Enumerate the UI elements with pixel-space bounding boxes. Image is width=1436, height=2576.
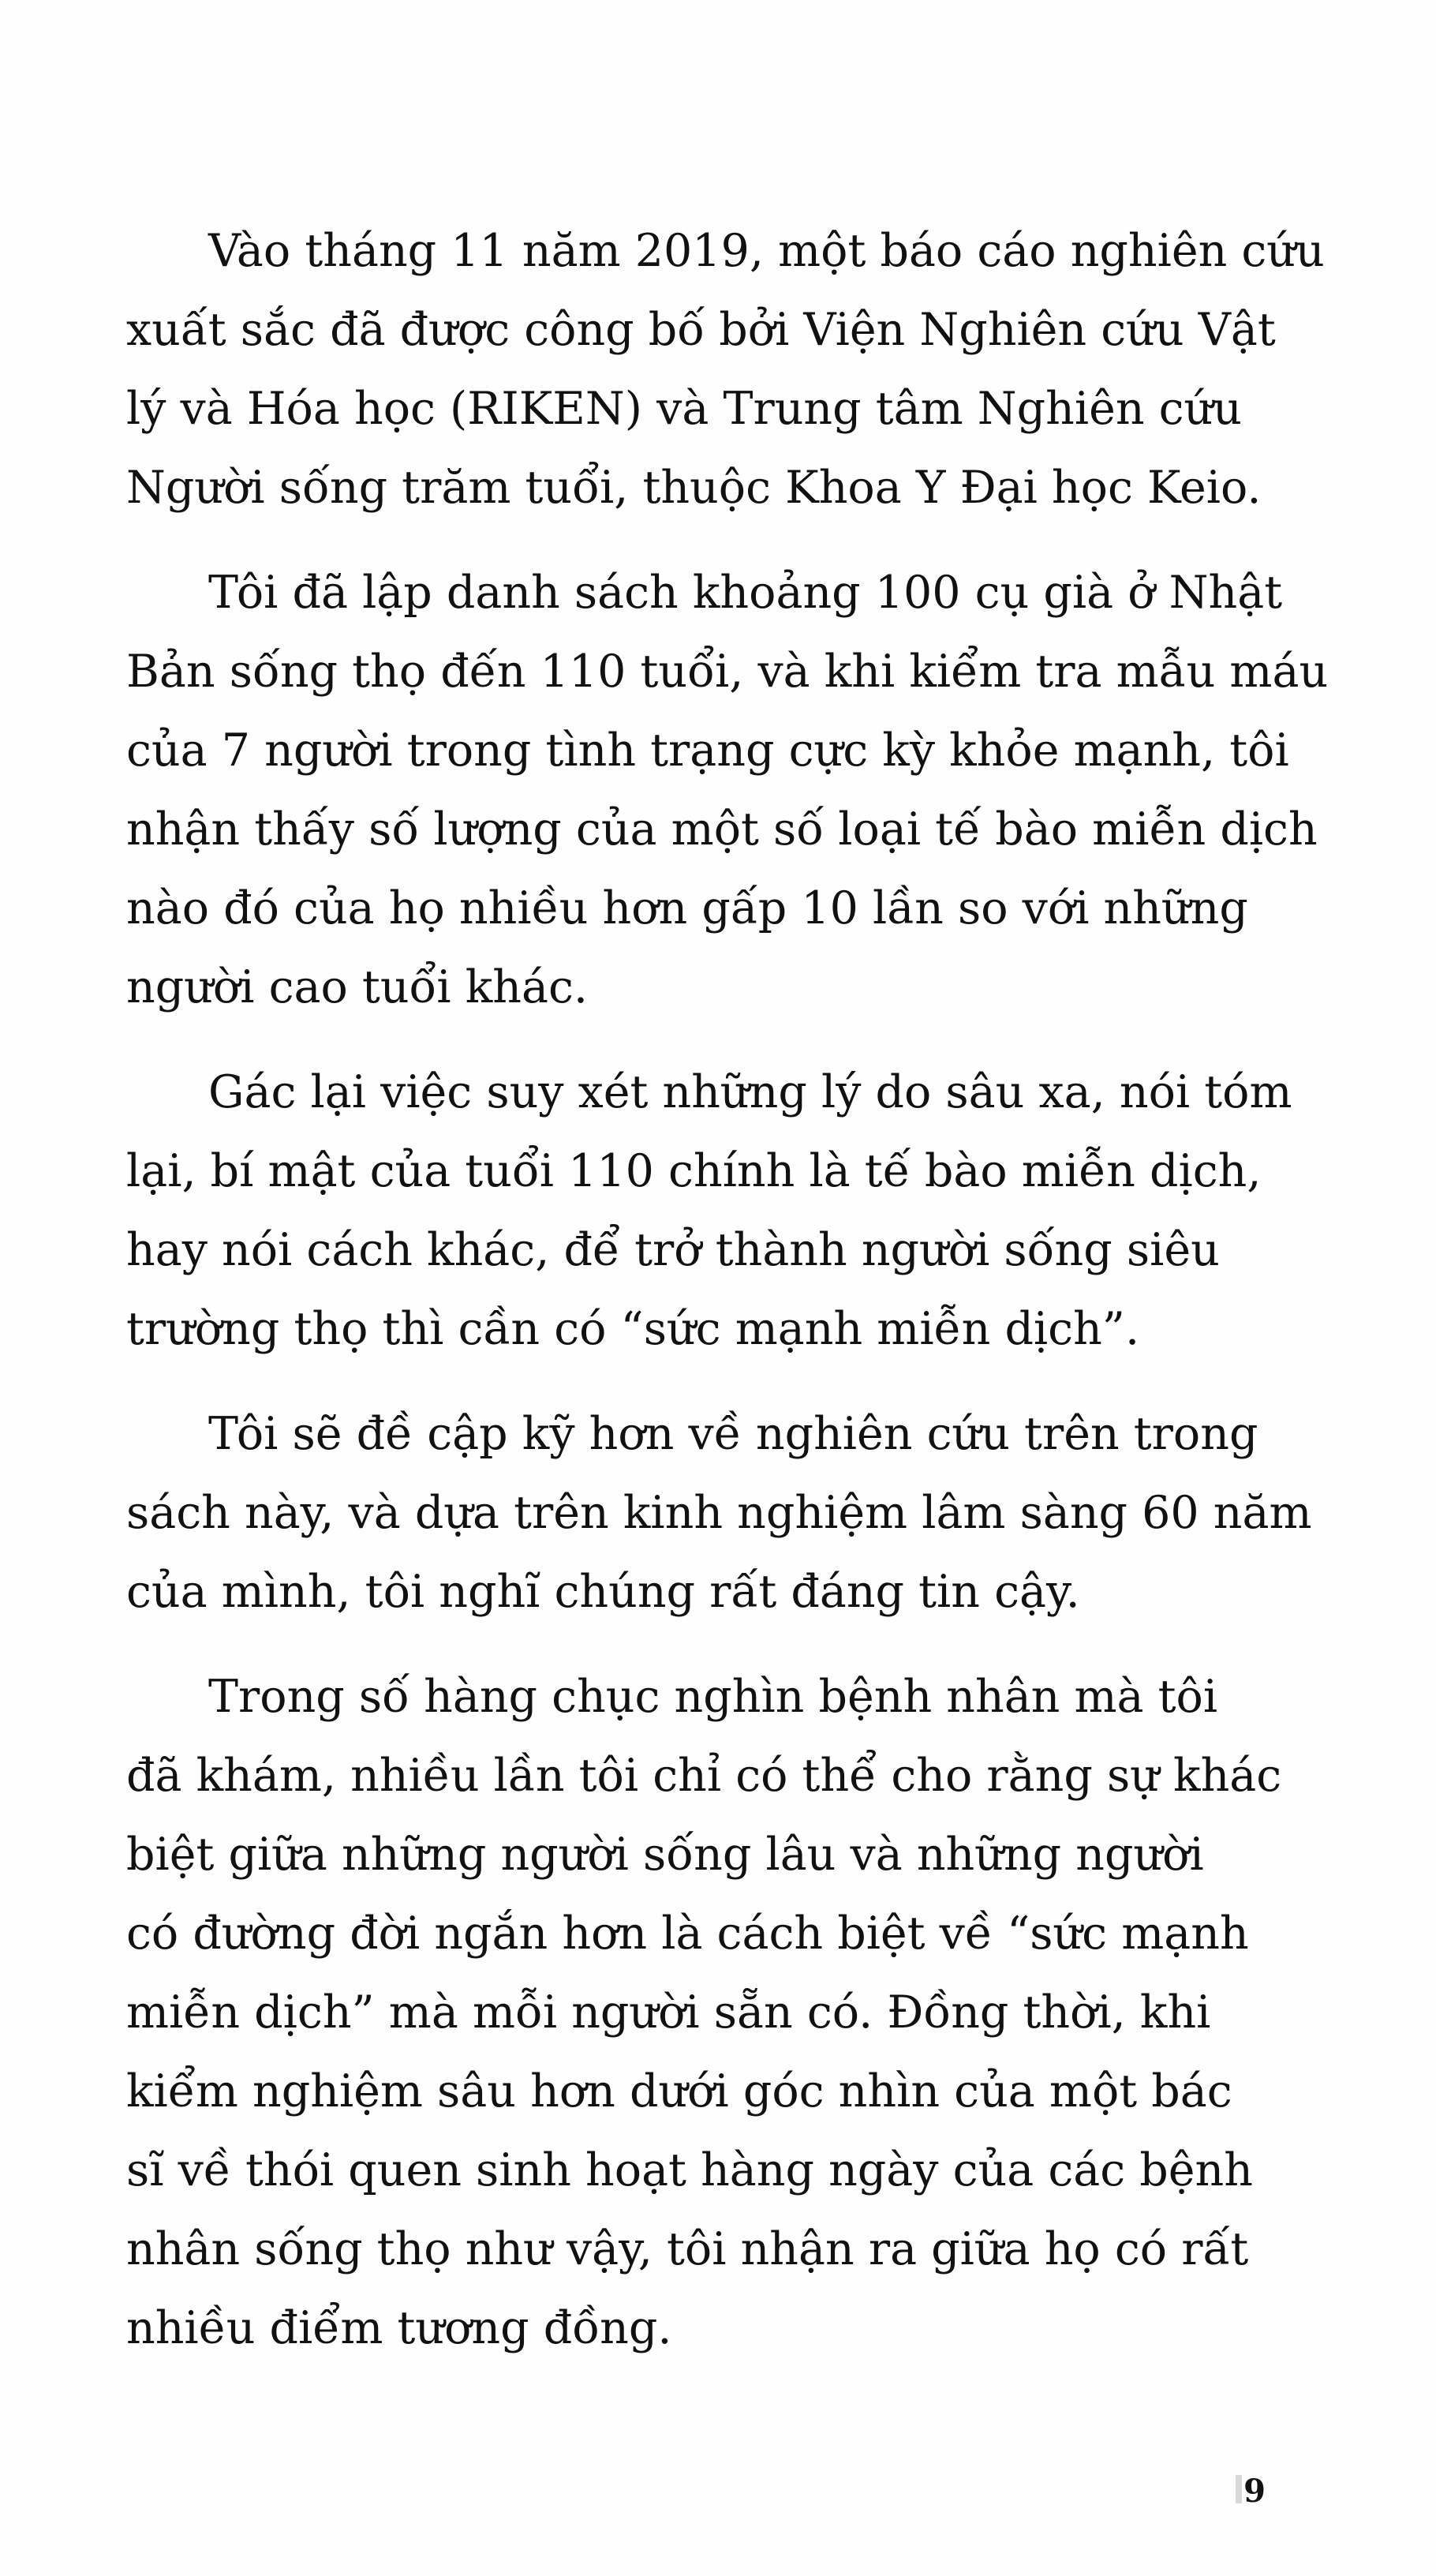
text-line: Gác lại việc suy xét những lý do sâu xa, nói tóm (208, 1066, 1292, 1118)
text-line: hay nói cách khác, để trở thành người sống siêu (126, 1224, 1220, 1276)
paragraph-5 (126, 1657, 1282, 2368)
text-line: nhân sống thọ như vậy, tôi nhận ra giữa họ có rất (126, 2223, 1249, 2275)
paragraph-4 (126, 1395, 1312, 1631)
text-line: Tôi sẽ đề cập kỹ hơn về nghiên cứu trên trong (208, 1408, 1258, 1460)
text-line: lại, bí mật của tuổi 110 chính là tế bào miễn dịch, (126, 1145, 1262, 1197)
text-line: xuất sắc đã được công bố bởi Viện Nghiên cứu Vật (126, 304, 1276, 356)
text-line: nhận thấy số lượng của một số loại tế bào miễn dịch (126, 803, 1318, 856)
text-line: Trong số hàng chục nghìn bệnh nhân mà tôi (208, 1671, 1218, 1723)
text-line: nào đó của họ nhiều hơn gấp 10 lần so với những (126, 882, 1248, 934)
text-line: Tôi đã lập danh sách khoảng 100 cụ già ở Nhật (208, 567, 1283, 619)
text-line: của mình, tôi nghĩ chúng rất đáng tin cậy. (126, 1566, 1080, 1618)
text-line: biệt giữa những người sống lâu và những người (126, 1829, 1204, 1881)
text-line: sĩ về thói quen sinh hoạt hàng ngày của các bệnh (126, 2144, 1253, 2196)
text-line: Vào tháng 11 năm 2019, một báo cáo nghiên cứu (208, 225, 1325, 277)
text-line: đã khám, nhiều lần tôi chỉ có thể cho rằng sự khác (126, 1750, 1282, 1802)
paragraph-1 (126, 212, 1325, 527)
paragraph-2 (126, 553, 1329, 1027)
text-line: miễn dịch” mà mỗi người sẵn có. Đồng thời, khi (126, 1986, 1211, 2039)
text-line: Bản sống thọ đến 110 tuổi, và khi kiểm tra mẫu máu (126, 646, 1329, 698)
paragraph-3 (126, 1053, 1292, 1368)
text-line: Người sống trăm tuổi, thuộc Khoa Y Đại học Keio. (126, 462, 1262, 514)
body-text (126, 212, 1329, 2394)
text-line: sách này, và dựa trên kinh nghiệm lâm sàng 60 năm (126, 1487, 1312, 1539)
text-line: của 7 người trong tình trạng cực kỳ khỏe mạnh, tôi (126, 724, 1289, 777)
text-line: có đường đời ngắn hơn là cách biệt về “sức mạnh (126, 1908, 1249, 1960)
text-line: trường thọ thì cần có “sức mạnh miễn dịch”. (126, 1303, 1140, 1355)
page-edge-mark (1236, 2475, 1242, 2503)
text-line: người cao tuổi khác. (126, 961, 589, 1013)
text-line: nhiều điểm tương đồng. (126, 2302, 672, 2354)
text-line: kiểm nghiệm sâu hơn dưới góc nhìn của một bác (126, 2065, 1232, 2117)
page-number: 9 (1243, 2473, 1266, 2510)
text-line: lý và Hóa học (RIKEN) và Trung tâm Nghiên cứu (126, 383, 1243, 435)
